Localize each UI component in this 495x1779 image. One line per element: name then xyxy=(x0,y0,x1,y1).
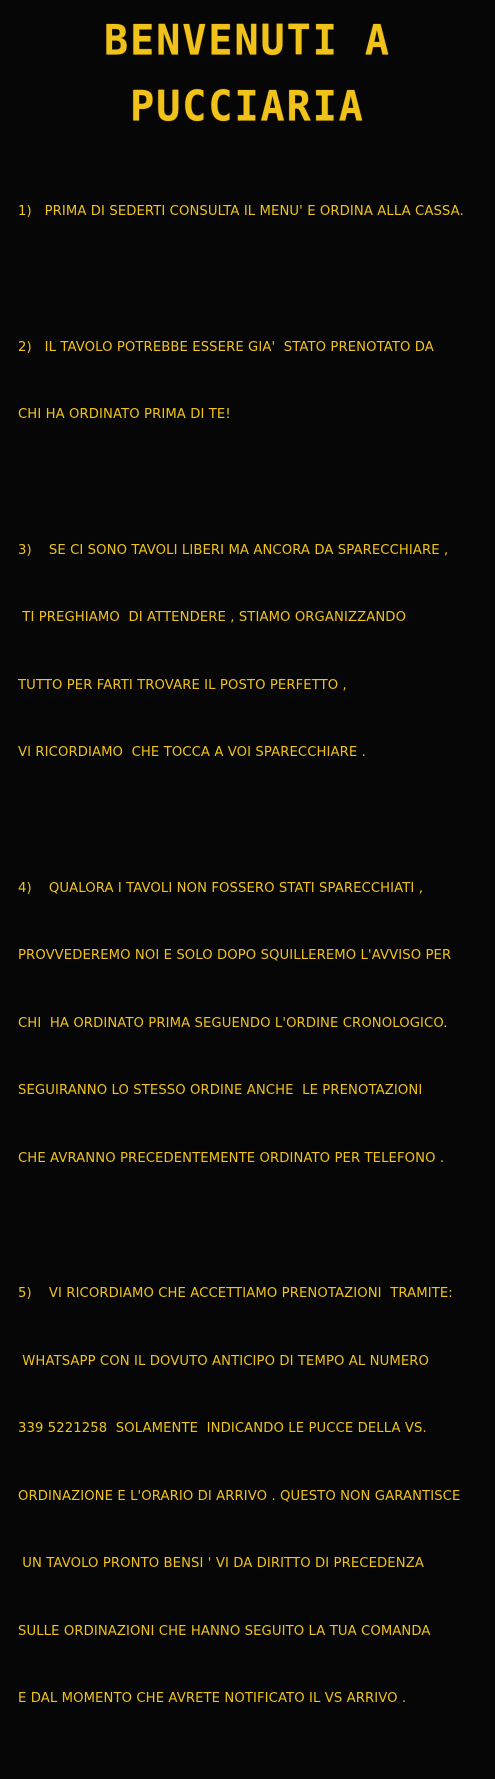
rule-5 xyxy=(18,1238,488,1756)
rules-list xyxy=(18,156,488,1779)
rule-line: PROVVEDEREMO NOI E SOLO DOPO SQUILLEREMO L'AVVISO PER xyxy=(18,948,452,963)
rule-4 xyxy=(18,833,488,1216)
rule-2 xyxy=(18,292,488,472)
rule-line: 1) PRIMA DI SEDERTI CONSULTA IL MENU' E ORDINA ALLA CASSA. xyxy=(18,204,464,219)
rule-line: 2) IL TAVOLO POTREBBE ESSERE GIA' STATO PRENOTATO DA xyxy=(18,339,434,355)
rule-line: 5) VI RICORDIAMO CHE ACCETTIAMO PRENOTAZIONI TRAMITE: xyxy=(18,1286,453,1301)
rule-line: 339 5221258 SOLAMENTE INDICANDO LE PUCCE DELLA VS. xyxy=(18,1421,427,1436)
rule-line: ORDINAZIONE E L'ORARIO DI ARRIVO . QUESTO NON GARANTISCE xyxy=(18,1488,461,1504)
rule-line: TI PREGHIAMO DI ATTENDERE , STIAMO ORGANIZZANDO xyxy=(18,610,407,625)
rule-line: 4) QUALORA I TAVOLI NON FOSSERO STATI SPARECCHIATI , xyxy=(18,880,423,896)
rule-line: UN TAVOLO PRONTO BENSI ' VI DA DIRITTO DI PRECEDENZA xyxy=(18,1556,424,1571)
rule-line: TUTTO PER FARTI TROVARE IL POSTO PERFETTO , xyxy=(18,677,347,693)
rule-line: SULLE ORDINAZIONI CHE HANNO SEGUITO LA TUA COMANDA xyxy=(18,1623,431,1639)
rule-3 xyxy=(18,495,488,810)
rule-line: WHATSAPP CON IL DOVUTO ANTICIPO DI TEMPO AL NUMERO xyxy=(18,1353,430,1369)
rule-line: VI RICORDIAMO CHE TOCCA A VOI SPARECCHIARE . xyxy=(18,745,366,760)
rule-line: SEGUIRANNO LO STESSO ORDINE ANCHE LE PRENOTAZIONI xyxy=(18,1083,423,1098)
rule-line: E DAL MOMENTO CHE AVRETE NOTIFICATO IL VS ARRIVO . xyxy=(18,1691,407,1706)
sign-title-line-2: PUCCIARIA xyxy=(130,82,365,132)
rule-1 xyxy=(18,156,488,269)
rule-line: CHI HA ORDINATO PRIMA DI TE! xyxy=(18,407,231,422)
rule-line: CHE AVRANNO PRECEDENTEMENTE ORDINATO PER TELEFONO . xyxy=(18,1150,445,1166)
rule-line: 3) SE CI SONO TAVOLI LIBERI MA ANCORA DA SPARECCHIARE , xyxy=(18,542,449,558)
sign-title-line-1: BENVENUTI A xyxy=(104,16,391,66)
rule-line: CHI HA ORDINATO PRIMA SEGUENDO L'ORDINE CRONOLOGICO. xyxy=(18,1015,448,1031)
